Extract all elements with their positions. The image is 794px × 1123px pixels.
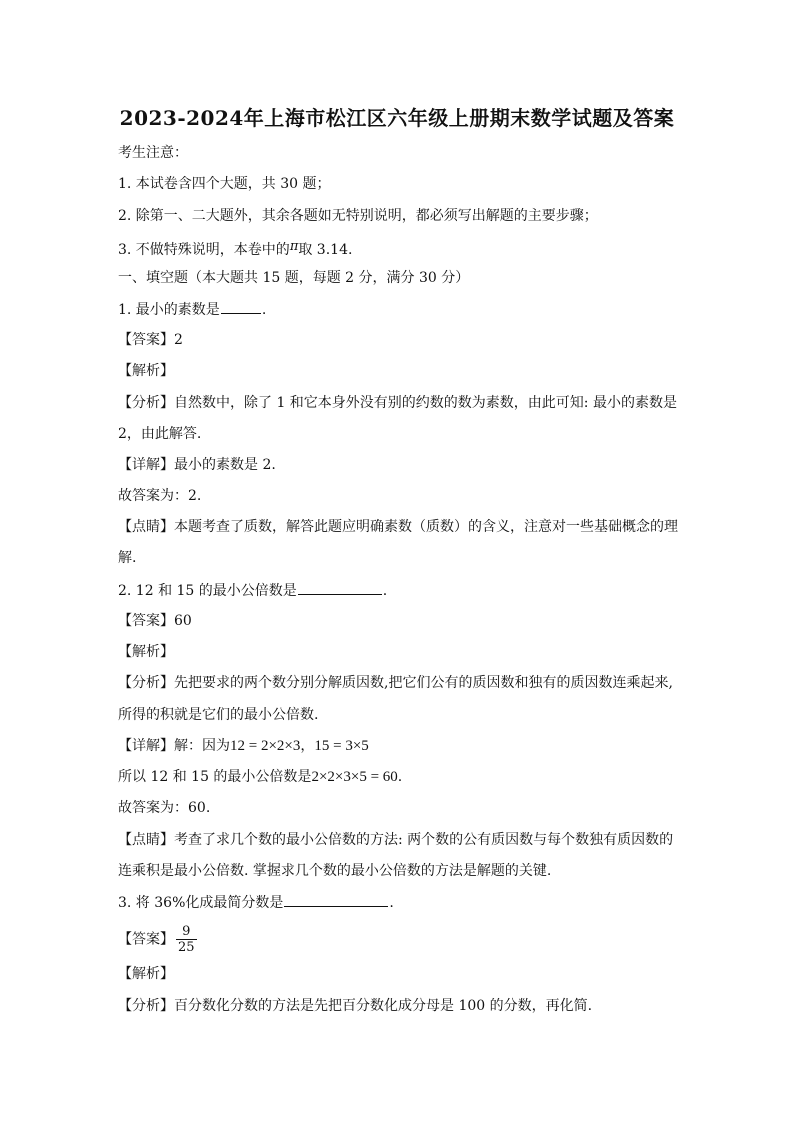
fenxi-text: 百分数化分数的方法是先把百分数化成分母是 100 的分数，再化简.	[174, 998, 593, 1014]
answer-blank	[298, 580, 382, 595]
q1-analysis-label: 【解析】	[118, 363, 174, 379]
answer-value: 2	[174, 332, 183, 348]
question-1	[118, 299, 678, 320]
q1-final: 故答案为：2.	[118, 488, 202, 504]
question-1-end: .	[261, 302, 267, 318]
document-title: 2023-2024年上海市松江区六年级上册期末数学试题及答案	[119, 106, 675, 130]
fenxi-label: 【分析】	[118, 998, 174, 1014]
q2-answer	[118, 611, 678, 631]
q1-answer	[118, 330, 678, 350]
q2-analysis-label: 【解析】	[118, 644, 174, 660]
pi-symbol: π	[289, 239, 299, 254]
dianjing-label: 【点睛】	[118, 832, 174, 848]
q1-dianjing	[118, 517, 678, 537]
answer-label: 【答案】	[118, 332, 174, 348]
notice-heading: 考生注意：	[118, 145, 188, 161]
question-2	[118, 580, 678, 601]
answer-fraction	[176, 924, 197, 955]
q2-suoyi	[118, 767, 678, 787]
question-2-text: 2. 12 和 15 的最小公倍数是	[118, 583, 297, 599]
notice-item-2: 2. 除第一、二大题外，其余各题如无特别说明，都必须写出解题的主要步骤；	[118, 208, 598, 224]
dianjing-label: 【点睛】	[118, 519, 174, 535]
xiangjie-label: 【详解】	[118, 457, 174, 473]
dianjing-text: 考查了求几个数的最小公倍数的方法: 两个数的公有质因数与每个数独有质因数的	[174, 832, 674, 848]
xiangjie-text: 最小的素数是 2.	[174, 457, 276, 473]
fenxi-text: 先把要求的两个数分别分解质因数,把它们公有的质因数和独有的质因数连乘起来,	[174, 675, 673, 691]
suoyi-end: .	[397, 769, 403, 785]
fenxi-label: 【分析】	[118, 675, 174, 691]
q3-analysis-label: 【解析】	[118, 966, 174, 982]
question-1-text: 1. 最小的素数是	[118, 302, 220, 318]
fenxi-label: 【分析】	[118, 395, 174, 411]
fraction-numerator: 9	[176, 924, 197, 940]
question-3	[118, 892, 678, 913]
answer-label: 【答案】	[118, 613, 174, 629]
notice-item-3-text: 3. 不做特殊说明，本卷中的	[118, 242, 290, 258]
dianjing-text: 本题考查了质数，解答此题应明确素数（质数）的含义，注意对一些基础概念的理	[174, 519, 678, 535]
math-expression: 2×2×3×5 = 60	[311, 769, 398, 785]
math-expression: 12 = 2×2×3	[230, 738, 301, 754]
xiangjie-text: 解：因为	[174, 738, 230, 754]
question-3-end: .	[389, 895, 394, 911]
answer-value: 60	[174, 613, 192, 629]
fraction-denominator: 25	[178, 940, 195, 955]
notice-item-3-tail: 取 3.14.	[298, 242, 353, 258]
math-expression: 15 = 3×5	[314, 738, 369, 754]
q1-xiangjie	[118, 455, 678, 475]
question-2-end: .	[382, 583, 388, 599]
q2-fenxi	[118, 673, 678, 693]
notice-item-1: 1. 本试卷含四个大题，共 30 题；	[118, 176, 331, 192]
question-3-text: 3. 将 36%化成最简分数是	[118, 895, 284, 911]
q2-xiangjie	[118, 736, 678, 756]
q1-fenxi-cont: 2，由此解答.	[118, 426, 202, 442]
separator: ，	[300, 738, 315, 754]
xiangjie-label: 【详解】	[118, 738, 174, 754]
answer-blank	[221, 299, 261, 314]
q3-answer	[118, 924, 678, 955]
answer-label: 【答案】	[118, 931, 174, 948]
notice-item-3	[118, 237, 678, 260]
q2-dianjing	[118, 830, 678, 850]
q2-dianjing-cont: 连乘积是最小公倍数. 掌握求几个数的最小公倍数的方法是解题的关键.	[118, 863, 552, 879]
q2-fenxi-cont: 所得的积就是它们的最小公倍数.	[118, 707, 319, 723]
suoyi-text: 所以 12 和 15 的最小公倍数是	[118, 769, 312, 785]
section-heading: 一、填空题（本大题共 15 题，每题 2 分，满分 30 分）	[118, 270, 470, 286]
q3-fenxi	[118, 996, 678, 1016]
q1-fenxi	[118, 393, 678, 413]
fenxi-text: 自然数中，除了 1 和它本身外没有别的约数的数为素数，由此可知: 最小的素数是	[174, 395, 677, 411]
q2-final: 故答案为：60.	[118, 800, 211, 816]
q1-dianjing-cont: 解.	[118, 550, 137, 566]
answer-blank	[284, 892, 388, 907]
